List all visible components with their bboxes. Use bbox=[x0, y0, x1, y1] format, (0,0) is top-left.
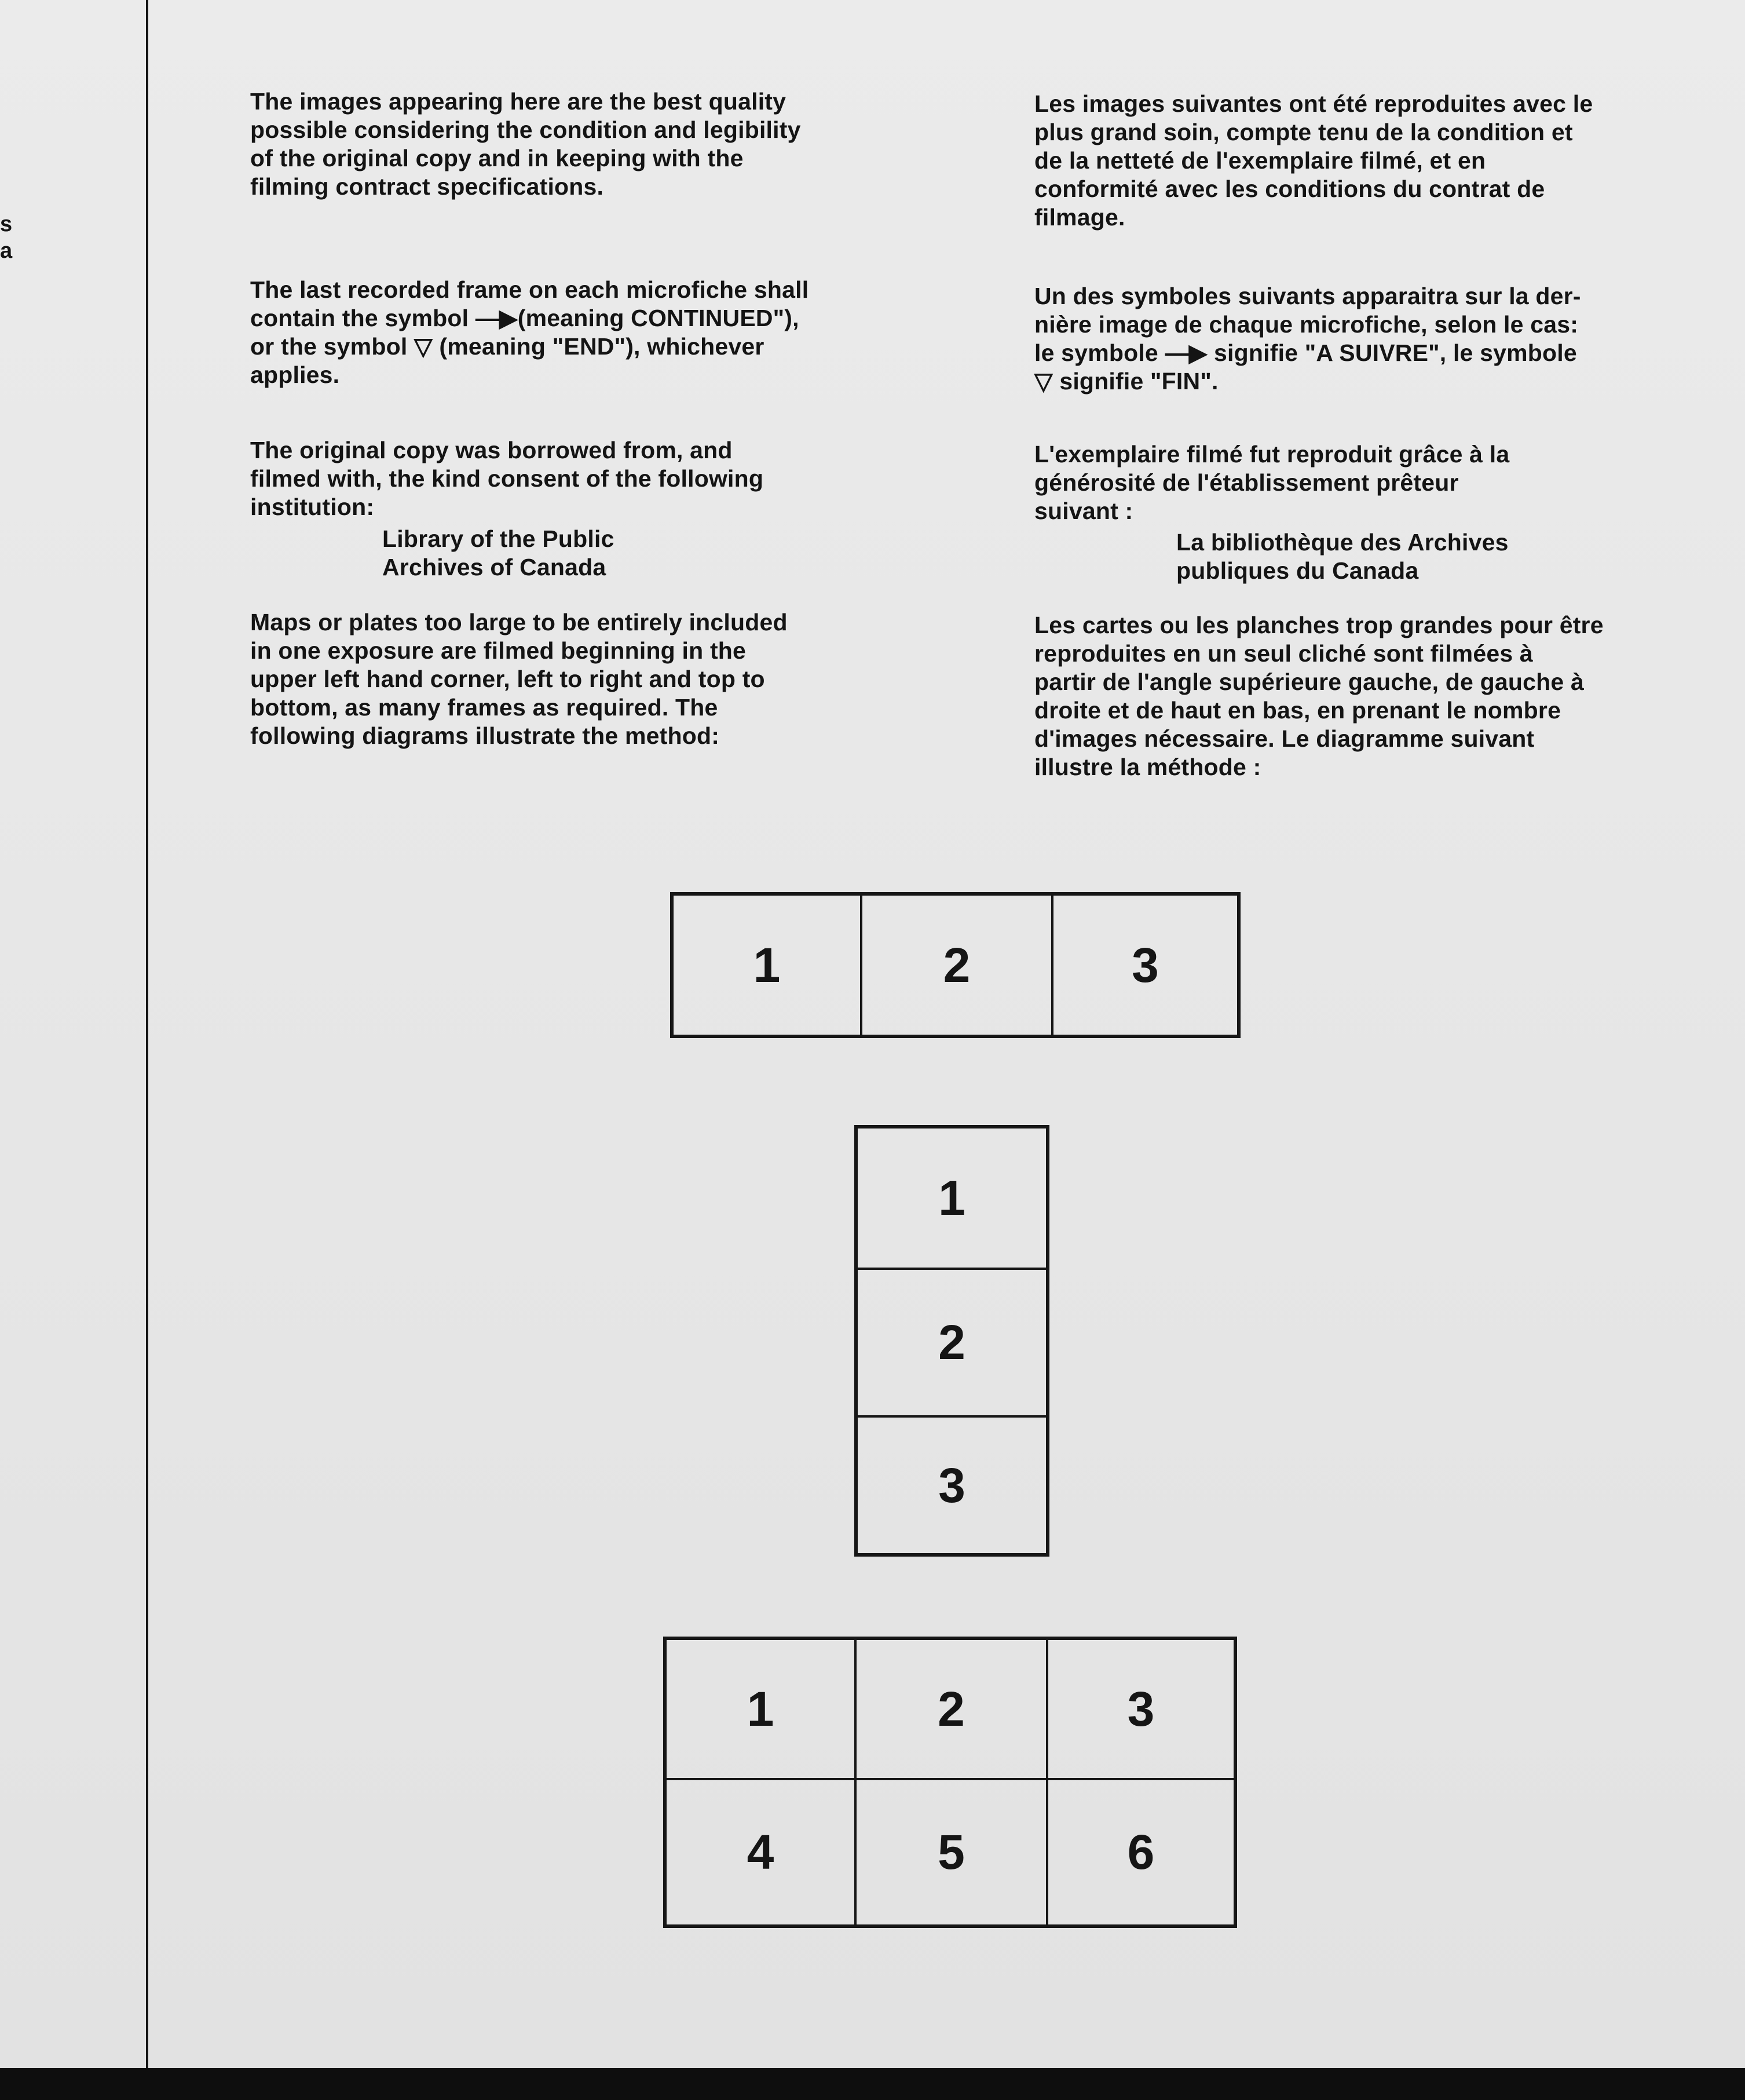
frame-cell: 5 bbox=[857, 1780, 1048, 1924]
margin-fragment-2: a bbox=[0, 239, 13, 263]
frame-cell: 3 bbox=[1048, 1640, 1234, 1780]
diagram-horizontal-frames bbox=[670, 892, 1241, 1038]
french-quality-paragraph: Les images suivantes ont été reproduites avec le plus grand soin, compte tenu de la condition et de la netteté de l'exemplaire filmé, et en conformité avec les conditions du contrat de filmage. bbox=[1034, 90, 1593, 231]
bottom-film-edge bbox=[0, 2068, 1745, 2100]
english-institution-name: Library of the Public Archives of Canada bbox=[382, 525, 614, 580]
english-symbol-paragraph: The last recorded frame on each microfiche shall contain the symbol —▶(meaning CONTINUED"), or the symbol ▽ (meaning "END"), whichever applies. bbox=[250, 276, 809, 388]
frame-cell: 6 bbox=[1127, 1825, 1155, 1879]
english-credit-paragraph: The original copy was borrowed from, and filmed with, the kind consent of the following institution: bbox=[250, 437, 764, 520]
english-maps-paragraph: Maps or plates too large to be entirely included in one exposure are filmed beginning in the upper left hand corner, left to right and top to bottom, as many frames as required. The following diagrams illustrate the method: bbox=[250, 609, 788, 749]
english-quality-paragraph: The images appearing here are the best quality possible considering the condition and legibility of the original copy and in keeping with the filming contract specifications. bbox=[250, 88, 801, 200]
frame-cell: 2 bbox=[860, 896, 1051, 1035]
french-credit-paragraph: L'exemplaire filmé fut reproduit grâce à la générosité de l'établissement prêteur suivant : bbox=[1034, 441, 1510, 524]
frame-cell: 2 bbox=[858, 1268, 1046, 1415]
frame-cell: 1 bbox=[938, 1170, 965, 1225]
left-margin-rule bbox=[146, 0, 148, 2068]
diagram-matrix-frames bbox=[663, 1637, 1237, 1928]
frame-cell: 2 bbox=[857, 1640, 1048, 1780]
french-maps-paragraph: Les cartes ou les planches trop grandes pour être reproduites en un seul cliché sont filmées à partir de l'angle supérieure gauche, de gauche à droite et de haut en bas, en prenant le nombre d'images nécessaire. Le diagramme suivant illustre la méthode : bbox=[1034, 612, 1604, 780]
french-symbol-paragraph: Un des symboles suivants apparaitra sur la der- nière image de chaque microfiche, selon le cas: le symbole —▶ signifie "A SUIVRE", le symbole ▽ signifie "FIN". bbox=[1034, 283, 1581, 395]
diagram-vertical-frames bbox=[854, 1125, 1049, 1557]
frame-cell: 3 bbox=[858, 1415, 1046, 1553]
frame-cell: 3 bbox=[1051, 896, 1237, 1035]
frame-cell: 1 bbox=[753, 937, 781, 992]
margin-fragment-1: s bbox=[0, 212, 13, 236]
frame-cell: 1 bbox=[667, 1640, 857, 1780]
french-institution-name: La bibliothèque des Archives publiques du Canada bbox=[1176, 529, 1509, 584]
frame-cell: 4 bbox=[667, 1780, 857, 1924]
